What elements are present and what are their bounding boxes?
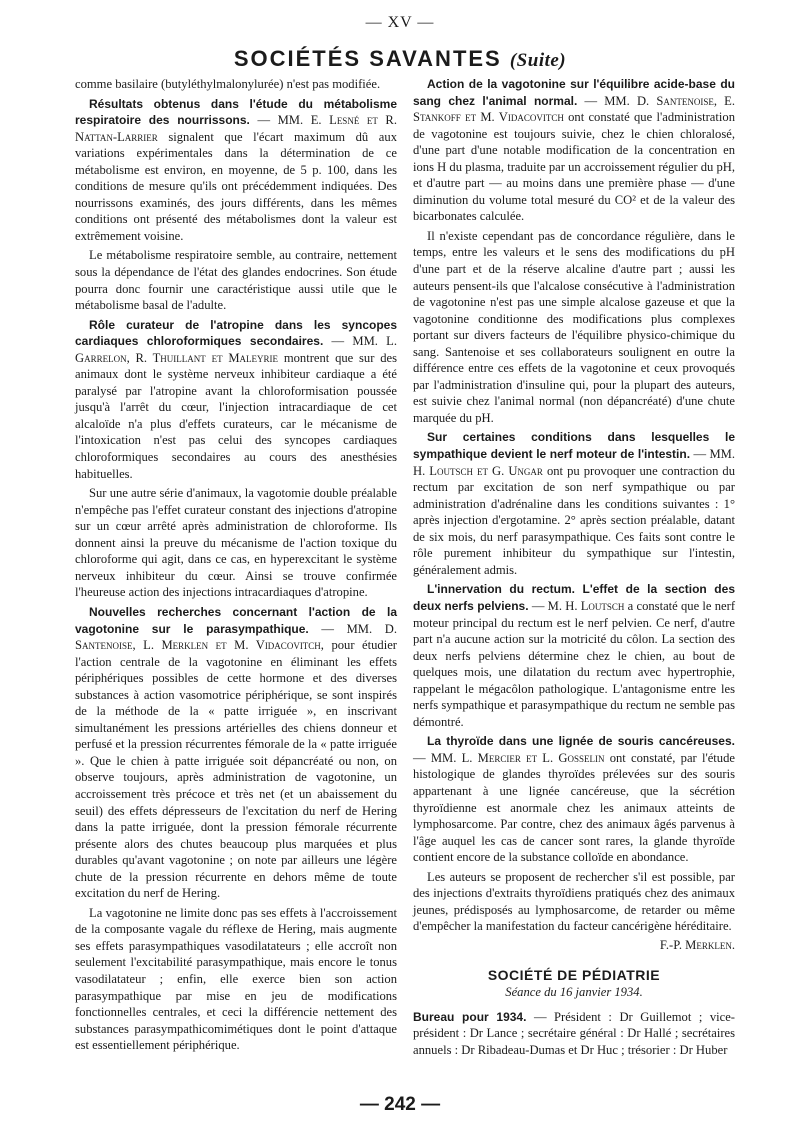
article-paragraph: Il n'existe cependant pas de concordance régulière, dans le temps, entre les valeurs et le sens des modifications du pH d'une part et de la réserve alcaline d'autre part ; aussi les auteurs pensent-ils que l'alcalose consécutive à l'administration de vagotonine n'est pas une simple alcalose gazeuse et que la vagotonine conditionne des modifications plus complexes portant sur divers facteurs de l'équilibre physico-chimique du sang. Santenoise et ses collaborateurs soulignent en outre la différence entre ces effets de la vagotonine et ceux provoqués par l'administration d'insuline qui, pour la plupart des auteurs, est suivie chez l'animal normal (non dépancréaté) d'une chute marquée du pH. [413, 228, 735, 425]
article-paragraph: Les auteurs se proposent de rechercher s'il est possible, par des injections d'extraits thyroïdiens pratiqués chez des animaux jeunes, prédisposés au lymphosarcome, de retarder ou même d'empêcher la manifestation du facteur cancérigène héréditaire. [413, 869, 735, 934]
article-paragraph: La vagotonine ne limite donc pas ses effets à l'accroissement de la composante vagale du réflexe de Hering, mais augmente ses effets parasympathiques vasodilatateurs ; elle accroît non seulement l'excitabilité parasympathique, mais encore le tonus vasodilatateur ; enfin, elle exerce bien son action parasympathique par mise en jeu de modifications fonctionnelles centrales, et ceci la différencie nettement des substances parasympathicomimétiques dont le point d'attaque est essentiellement périphérique. [75, 905, 397, 1053]
article-authors: — MM. E. Lesné et R. Nattan-Larrier [75, 113, 397, 144]
article-thyroide [413, 733, 735, 865]
society-date: Séance du 16 janvier 1934. [505, 984, 643, 999]
article-paragraph: Sur une autre série d'animaux, la vagotomie double préalable n'empêche pas l'effet curateur constant des injections d'atropine sur un cœur arrêté après administration de chloroforme. Ils donnent ainsi la preuve du mécanisme de l'action toxique du chloroforme qui agit, dans ce cas, en hyperexcitant le système nerveux inhibiteur du cœur. Ainsi se trouve confirmée l'heureuse action des injections intracardiaques d'atropine. [75, 486, 397, 600]
article-authors: — M. H. Loutsch [531, 598, 625, 613]
article-body: a constaté que le nerf moteur principal du rectum est le nerf pelvien. Ce nerf, d'autre part n'a aucune action sur la motricité du côlon. La section des deux nerfs pelviens détermine chez le chien, au bout de quelques mois, une dilatation du rectum avec hypertrophie, rappelant le mégacôlon pathologique. L'antagonisme entre les nerfs sympathique et parasympathique du rectum ne semble pas démontré. [413, 598, 736, 729]
roman-page-number: — XV — [365, 14, 435, 31]
intro-paragraph: comme basilaire (butyléthylmalonylurée) n'est pas modifiée. [75, 77, 381, 91]
article-heading: L'innervation du rectum. L'effet de la section des deux nerfs pelviens. [413, 582, 735, 613]
article-heading: Action de la vagotonine sur l'équilibre acide-base du sang chez l'animal normal. [413, 77, 735, 108]
left-column [75, 76, 397, 1054]
article-body: pour étudier l'action centrale de la vagotonine en éliminant les effets périphériques possibles de cette hormone et des diverses substances à action vasomotrice périphérique, se sont inspirés de la méthode de la « patte irriguée », en inscrivant simultanément les pressions artérielles des chiens donneur et perfusé et la pression récurrentes fémorale de la « patte irriguée ». Que le chien à patte irriguée soit dépancréaté ou non, on observe toujours, après administration de vagotonine, un accroissement très précoce et très net (et un abaissement du seuil) des effets dépresseurs de l'excitation du nerf de Hering dans la patte irriguée, dont la pression fémorale récurrente présente alors des chutes beaucoup plus marquées et plus durables qu'avant vagotonine ; on note par ailleurs une légère chute de la pression récurrente en dehors même de toute excitation du nerf de Hering. [75, 638, 397, 901]
article-body: ont constaté que l'administration de vagotonine est toujours suivie, chez le chien chloralosé, d'une part d'une notable modification de la concentration en ions H du plasma, traduite par un accroissement régulier du pH, et d'autre part — au moins dans une première phase — d'une diminution du volume total mesuré du CO² et de la valeur des bicarbonates calculée. [413, 110, 735, 224]
article-acid-base [413, 76, 735, 225]
article-authors: — MM. L. Garrelon, R. Thuillant et Maleyrie [75, 334, 398, 365]
article-paragraph: Le métabolisme respiratoire semble, au contraire, nettement sous la dépendance de l'état des glandes endocrines. Son étude pourra donc fournir une caractéristique aussi utile que le métabolisme basal de l'adulte. [75, 248, 397, 313]
article-heading: La thyroïde dans une lignée de souris cancéreuses. [427, 734, 735, 749]
article-vagotonine-parasympathique [75, 604, 397, 902]
article-authors: — MM. L. Mercier et L. Gosselin [413, 750, 605, 765]
article-heading: Sur certaines conditions dans lesquelles le sympathique devient le nerf moteur de l'intestin. [413, 430, 735, 462]
article-body: ont constaté, par l'étude histologique de glandes thyroïdes prélevées sur des souris appartenant à une lignée cancéreuse, que la sécrétion thyroïdienne est anormale chez les animaux atteints de lymphosarcome. Par contre, chez des animaux âgés parvenus à l'âge auquel les cas de cancer sont rares, la glande thyroïde contient encore de la substance colloïde en abondance. [413, 750, 735, 865]
bureau-heading: Bureau pour 1934. [413, 1009, 527, 1024]
article-heading: Nouvelles recherches concernant l'action de la vagotonine sur le parasympathique. [75, 604, 397, 636]
article-innervation-rectum [413, 581, 735, 730]
society-title: SOCIÉTÉ DE PÉDIATRIE [487, 967, 661, 984]
article-metabolism [75, 96, 397, 245]
article-heading: Résultats obtenus dans l'étude du métabolisme respiratoire des nourrissons. [75, 96, 397, 128]
article-sympathique-intestin [413, 429, 735, 578]
article-authors: — MM. D. Santenoise, L. Merklen et M. Vidacovitch, [75, 621, 397, 653]
bureau-body: — Président : Dr Guillemot ; vice-président : Dr Lance ; secrétaire général : Dr Hallé ; secrétaires annuels : Dr Ribadeau-Dumas et Dr Huc ; trésorier : Dr Huber [413, 1009, 736, 1057]
bureau-paragraph [413, 1009, 735, 1059]
article-atropine [75, 317, 397, 482]
article-body: ont pu provoquer une contraction du rectum par excitation de son nerf sympathique ou par administration d'adrénaline dans les conditions suivantes : 1° après injection d'ergotamine. 2° après section préalable, datant de six mois, du nerf parasympathique. Ces faits sont contre le rôle purement inhibiteur du sympathique sur l'intestin, généralement admis. [413, 463, 735, 577]
section-title [0, 46, 800, 72]
article-body: signalent que l'écart maximum dû aux variations expérimentales dans la détermination de ce métabolisme est environ, en moyenne, de 5 p. 100, dans les conditions de mesure qu'ils ont précédemment indiquées. Des nourrissons examinés, des jours différents, dans les mêmes conditions ont présenté des métabolismes dont la valeur est extrêmement voisine. [75, 129, 397, 243]
signature: F.-P. Merklen. [659, 937, 735, 952]
section-title-suffix: (Suite) [509, 50, 567, 71]
article-heading: Rôle curateur de l'atropine dans les syncopes cardiaques chloroformiques secondaires. [75, 317, 397, 349]
section-title-text: SOCIÉTÉS SAVANTES [233, 46, 502, 71]
page-number: — 242 — [359, 1094, 441, 1115]
article-authors: — MM. D. Santenoise, E. Stankoff et M. Vidacovitch [413, 93, 736, 125]
article-authors: — MM. H. Loutsch et G. Ungar [413, 447, 736, 478]
article-body: montrent que sur des animaux dont le système nerveux inhibiteur cardiaque a été paralysé par l'atropine avant la chloroformisation poussée jusqu'à l'arrêt du cœur, l'injection intracardiaque de cet alcaloïde n'a plus d'effets curateurs, car le mécanisme de l'intoxication n'est pas celui des syncopes cardiaques chloroformiques secondaires au cours des anesthésies habituelles. [75, 350, 397, 481]
right-column [413, 76, 735, 1058]
